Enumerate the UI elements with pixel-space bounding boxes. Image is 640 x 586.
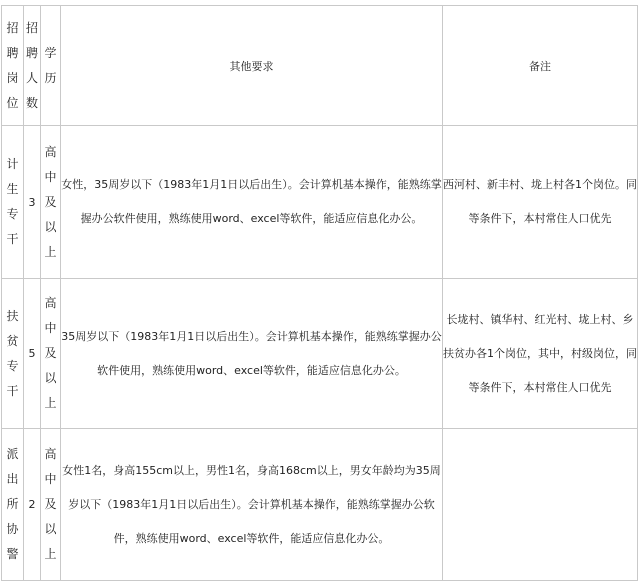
remarks-cell: 西河村、新丰村、垅上村各1个岗位。同等条件下，本村常住人口优先 [443, 126, 638, 279]
requirements-cell: 35周岁以下（1983年1月1日以后出生）。会计算机基本操作，能熟练掌握办公软件使用，熟练使用word、excel等软件，能适应信息化办公。 [61, 279, 443, 429]
table-row [2, 126, 638, 279]
count-cell: 3 [24, 126, 41, 279]
header-row [2, 6, 638, 126]
header-requirements: 其他要求 [61, 6, 443, 126]
table-row [2, 429, 638, 581]
requirements-cell: 女性，35周岁以下（1983年1月1日以后出生）。会计算机基本操作，能熟练掌握办公软件使用，熟练使用word、excel等软件，能适应信息化办公。 [61, 126, 443, 279]
header-education: 学 历 [41, 6, 61, 126]
recruitment-table [1, 5, 638, 581]
education-cell: 高 中 及 以 上 [41, 279, 61, 429]
education-cell: 高 中 及 以 上 [41, 126, 61, 279]
remarks-cell: 长垅村、镇华村、红光村、垅上村、乡扶贫办各1个岗位，其中，村级岗位，同等条件下，本村常住人口优先 [443, 279, 638, 429]
remarks-cell [443, 429, 638, 581]
header-count: 招 聘 人 数 [24, 6, 41, 126]
position-cell: 计 生 专 干 [2, 126, 24, 279]
position-cell: 扶 贫 专 干 [2, 279, 24, 429]
education-cell: 高 中 及 以 上 [41, 429, 61, 581]
header-position: 招 聘 岗 位 [2, 6, 24, 126]
header-remarks: 备注 [443, 6, 638, 126]
requirements-cell: 女性1名，身高155cm以上，男性1名，身高168cm以上，男女年龄均为35周岁以下（1983年1月1日以后出生）。会计算机基本操作，能熟练掌握办公软件，熟练使用word、excel等软件，能适应信息化办公。 [61, 429, 443, 581]
count-cell: 2 [24, 429, 41, 581]
count-cell: 5 [24, 279, 41, 429]
position-cell: 派 出 所 协 警 [2, 429, 24, 581]
table-row [2, 279, 638, 429]
